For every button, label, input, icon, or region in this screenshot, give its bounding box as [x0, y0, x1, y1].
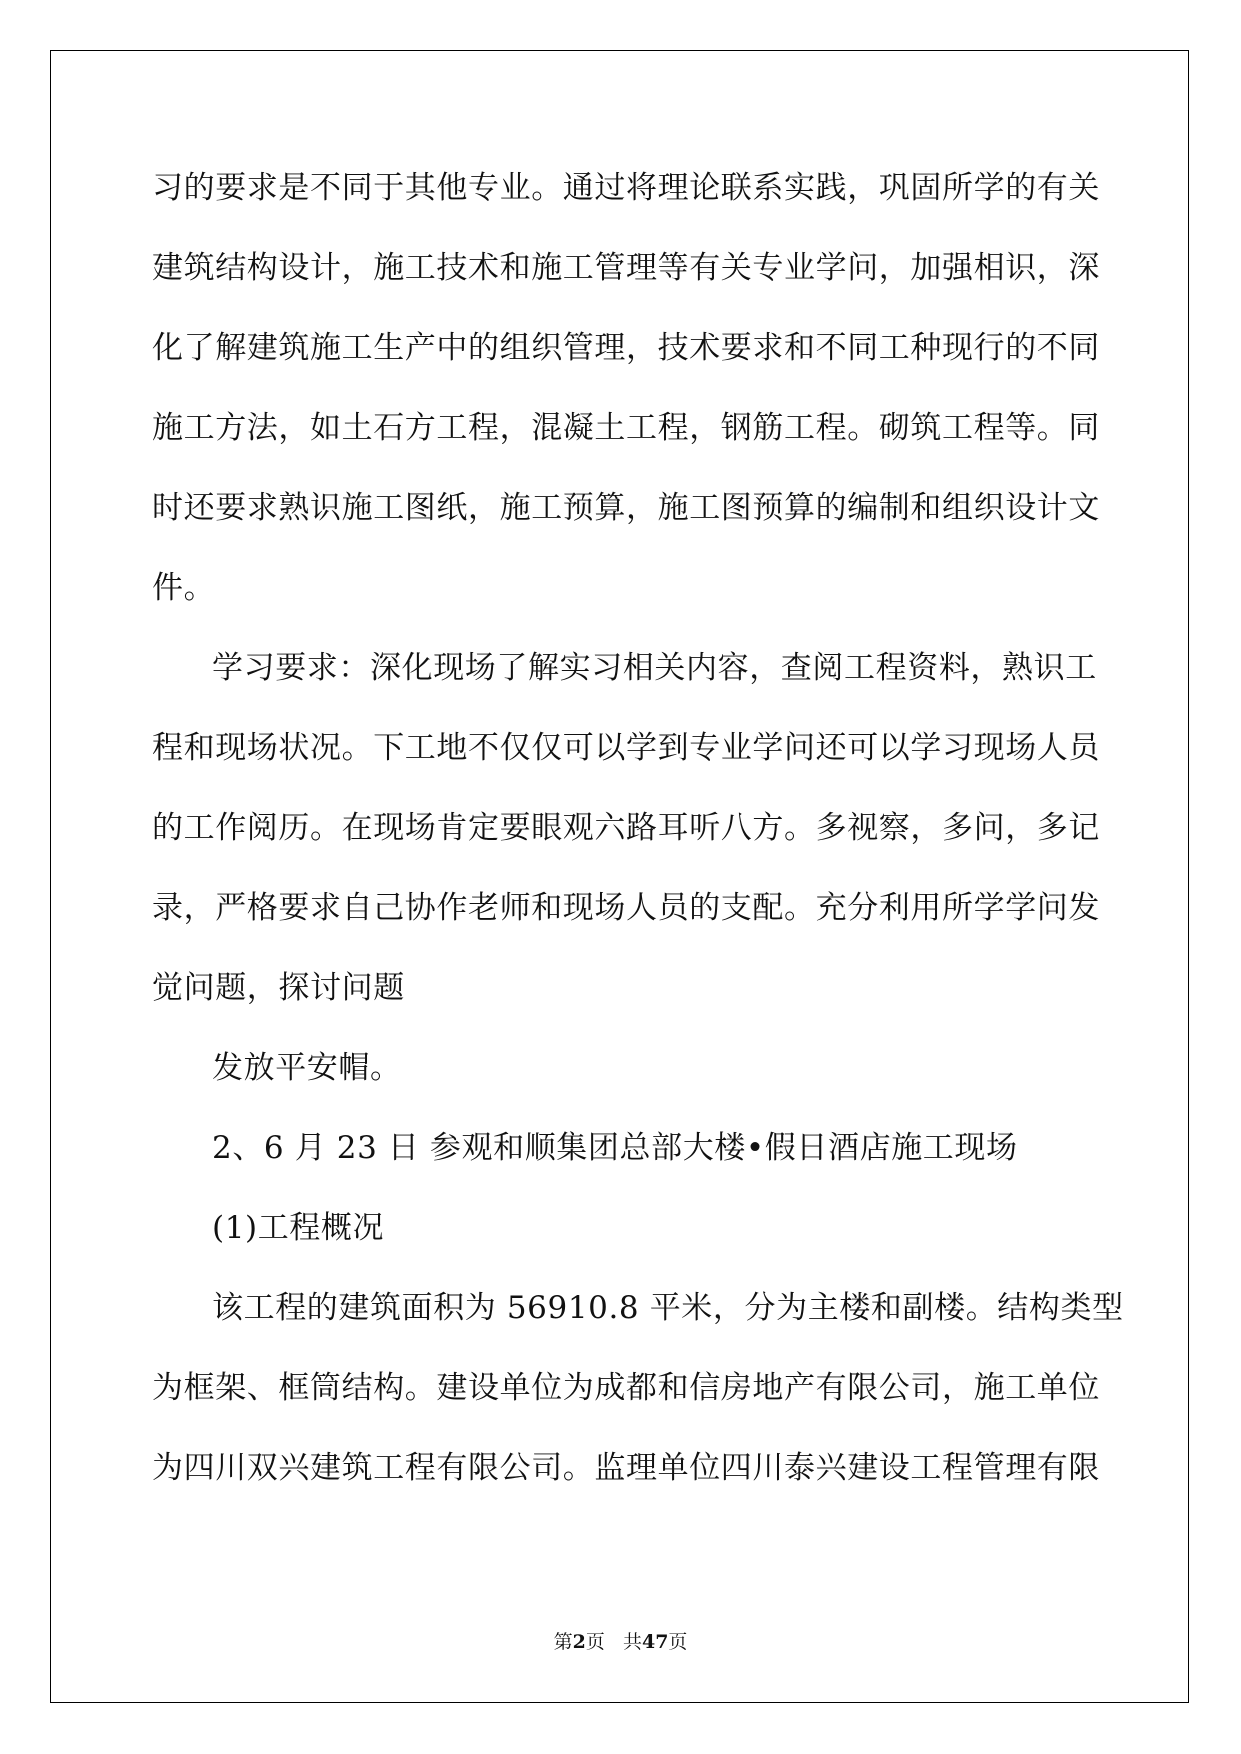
text-line: 件。	[152, 570, 216, 606]
text-line: 学习要求：深化现场了解实习相关内容，查阅工程资料，熟识工	[212, 650, 1097, 686]
text-line: 程和现场状况。下工地不仅仅可以学到专业学问还可以学习现场人员	[152, 730, 1100, 766]
text-line: 的工作阅历。在现场肯定要眼观六路耳听八方。多视察，多问，多记	[152, 810, 1100, 846]
page-footer	[0, 1627, 1241, 1654]
text-line: 时还要求熟识施工图纸，施工预算，施工图预算的编制和组织设计文	[152, 490, 1100, 526]
text-line: 施工方法，如土石方工程，混凝土工程，钢筋工程。砌筑工程等。同	[152, 410, 1100, 446]
text-line: 建筑结构设计，施工技术和施工管理等有关专业学问，加强相识，深	[152, 250, 1100, 286]
footer-total-prefix: 共	[622, 1631, 642, 1653]
total-pages: 47	[641, 1631, 669, 1653]
text-line: 发放平安帽。	[212, 1050, 402, 1086]
text-line: 为框架、框筒结构。建设单位为成都和信房地产有限公司，施工单位	[152, 1370, 1100, 1406]
text-line: 为四川双兴建筑工程有限公司。监理单位四川泰兴建设工程管理有限	[152, 1450, 1100, 1486]
text-line: 该工程的建筑面积为 56910.8 平米，分为主楼和副楼。结构类型	[212, 1290, 1124, 1326]
subsection-heading: (1)工程概况	[212, 1210, 385, 1246]
footer-prefix: 第	[553, 1631, 573, 1653]
text-line: 化了解建筑施工生产中的组织管理，技术要求和不同工种现行的不同	[152, 330, 1100, 366]
page-number: 2	[572, 1631, 586, 1653]
footer-page-suffix: 页	[585, 1631, 605, 1653]
footer-total-suffix: 页	[668, 1631, 688, 1653]
text-line: 习的要求是不同于其他专业。通过将理论联系实践，巩固所学的有关	[152, 170, 1100, 206]
text-line: 录，严格要求自己协作老师和现场人员的支配。充分利用所学学问发	[152, 890, 1100, 926]
section-heading: 2、6 月 23 日 参观和顺集团总部大楼•假日酒店施工现场	[212, 1130, 1018, 1166]
text-line: 觉问题，探讨问题	[152, 970, 405, 1006]
